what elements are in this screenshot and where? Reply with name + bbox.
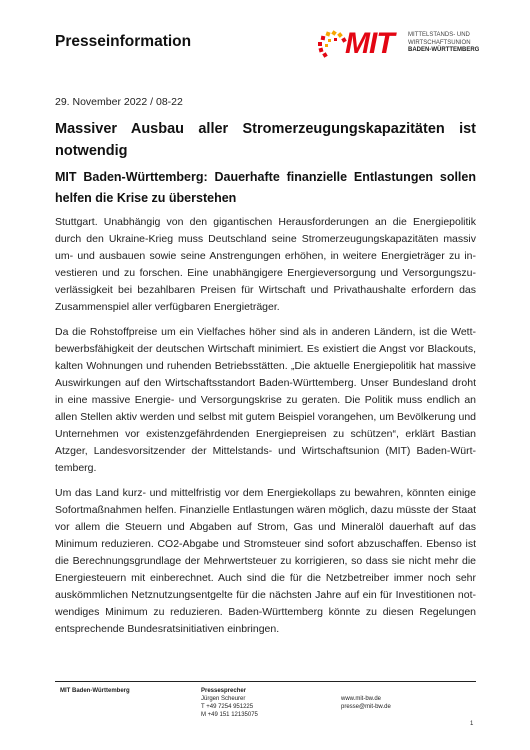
paragraph: Stuttgart. Unabhängig von den gigantischen Herausforderungen an die Energiepolitik durch den Ukraine-Krieg muss Deutschland seine Stromerzeugungskapazitäten massiv um- und ausbauen sowie seine Anstrengungen erhöhen, in weitere Energieträger zu investieren und zu forschen. Eine unabhängigere Energieversorgung und Versorgungszuverlässigkeit bei bezahlbaren Preisen für Wirtschaft und Privathaushalte erfordern das Zusammenspiel aller verfügbaren Energieträger. bbox=[55, 216, 476, 313]
footer-contact-role: Pressesprecher bbox=[201, 688, 247, 694]
footer-phone: T +49 7254 951225 bbox=[201, 704, 254, 710]
subheadline: MIT Baden-Württemberg: Dauerhafte finanzielle Entlastungen sollen helfen die Krise zu überstehen bbox=[55, 170, 476, 205]
logo-wordmark: MIT bbox=[345, 27, 394, 60]
logo-subtitle bbox=[408, 32, 479, 55]
paragraph: Da die Rohstoffpreise um ein Vielfaches höher sind als in anderen Ländern, ist die Wettbewerbsfähigkeit der deutschen Wirtschaft minimiert. Es existiert die Angst vor Blackouts, kalten Wohnungen und ruhenden Betriebsstätten. „Die aktuelle Energiepolitik hat massive Auswirkungen auf den Wirtschaftsstandort Baden-Württemberg. Unser Bundesland droht in eine massive Energie- und Versorgungskrise zu geraten. Die Politik muss endlich an allen Stellen aktiv werden und selbst mit gutem Beispiel vorangehen, um Bevölkerung und Unternehmen vor existenzgefährdenden Energiepreisen zu schützen“, erklärt Bastian Atzger, Landesvorsitzender der Mittelstands- und Wirtschaftsunion (MIT) Baden-Württemberg. bbox=[55, 326, 476, 474]
page-title: Presseinformation bbox=[55, 33, 192, 50]
logo-line-1: MITTELSTANDS- UND bbox=[408, 32, 470, 38]
footer-contact bbox=[201, 687, 258, 719]
footer-divider bbox=[55, 681, 476, 682]
footer-web-link[interactable]: www.mit-bw.de bbox=[341, 696, 382, 702]
footer-contact-name: Jürgen Scheurer bbox=[201, 696, 246, 702]
logo-line-2: WIRTSCHAFTSUNION bbox=[408, 39, 471, 46]
footer-mobile: M +49 151 12135075 bbox=[201, 712, 258, 718]
paragraph: Um das Land kurz- und mittelfristig vor dem Energiekollaps zu bewahren, könnten einige Sofortmaßnahmen helfen. Finanzielle Entlastungen wären möglich, dazu müsste der Staat vor allem die Steuern und Abgaben auf Strom, Gas und Mineralöl dauerhaft auf das Minimum reduzieren. CO2-Abgabe und Stromsteuer sind sofort abzuschaffen. Ebenso ist die Berechnungsgrundlage der Mehrwertsteuer zu korrigieren, so dass sie nicht mehr die Energiesteuern mit einberechnet. Auch sind die für die Netzbetreiber immer noch sehr auskömmlichen Netznutzungsentgelte für die nächsten Jahre auf ein für Investitionen notwendiges Minimum zu reduzieren. Baden-Württemberg könnte zu diesen Regelungen entsprechende Bundesratsinitiativen einbringen. bbox=[55, 487, 476, 635]
page-number: 1 bbox=[470, 721, 474, 727]
footer-org bbox=[60, 687, 130, 695]
footer-org-name: MIT Baden-Württemberg bbox=[60, 688, 130, 694]
headline: Massiver Ausbau aller Stromerzeugungskapazitäten ist notwendig bbox=[55, 121, 476, 159]
document-date: 29. November 2022 / 08-22 bbox=[55, 96, 183, 108]
mit-logo bbox=[313, 28, 513, 68]
footer-email-link[interactable]: presse@mit-bw.de bbox=[341, 704, 391, 710]
logo-line-3: BADEN-WÜRTTEMBERG bbox=[408, 47, 480, 53]
article-body bbox=[55, 214, 476, 646]
footer-links bbox=[341, 695, 391, 711]
